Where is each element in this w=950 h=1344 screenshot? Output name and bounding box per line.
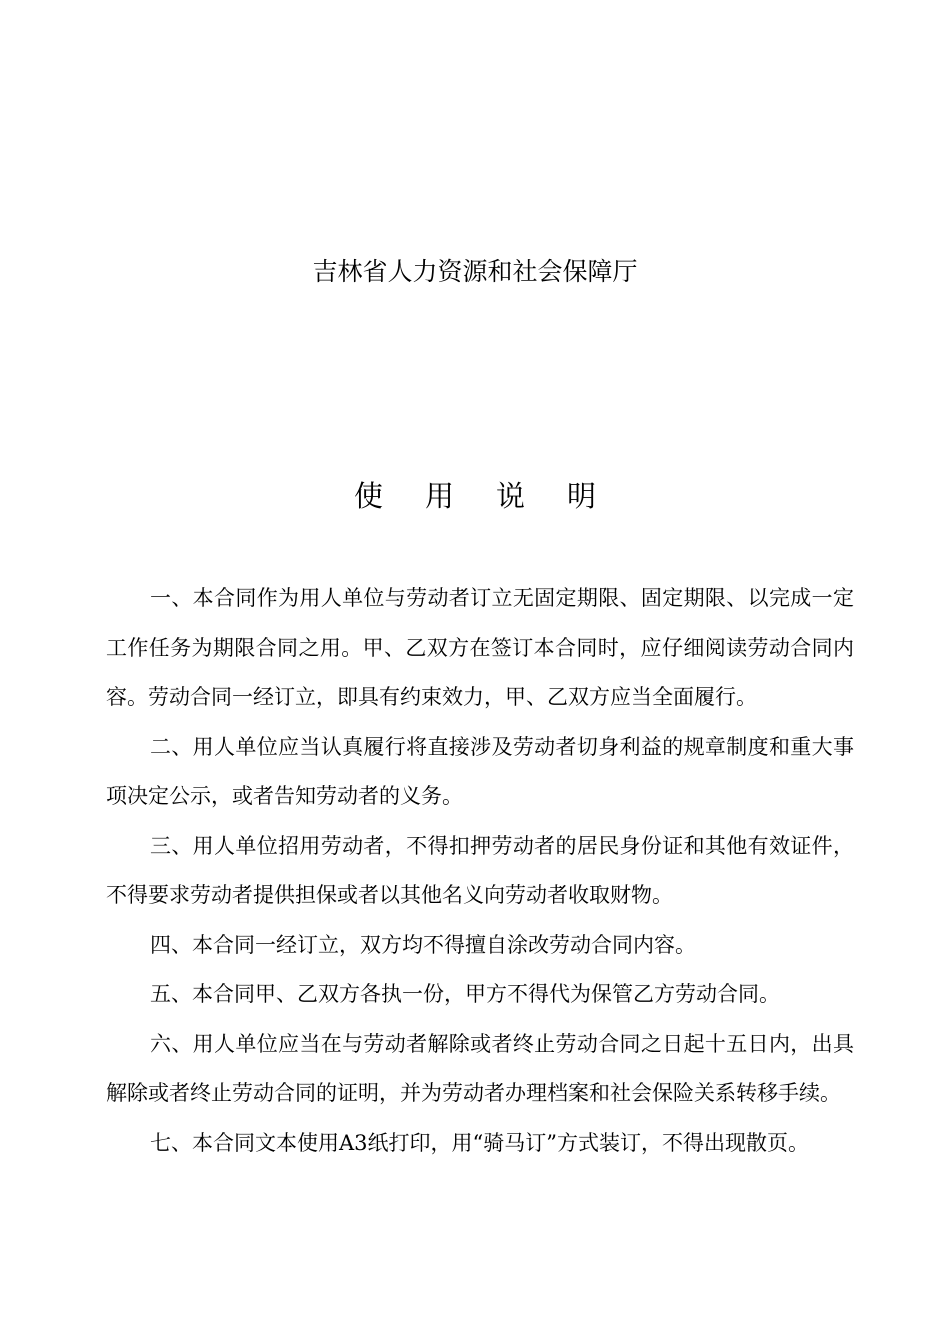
instruction-paragraph-1: 一、本合同作为用人单位与劳动者订立无固定期限、固定期限、以完成一定工作任务为期限合同之用。甲、乙双方在签订本合同时，应仔细阅读劳动合同内容。劳动合同一经订立，即具有约束效力，甲、乙双方应当全面履行。: [106, 586, 854, 709]
instructions-body: [106, 574, 854, 1168]
instruction-paragraph-4: 四、本合同一经订立，双方均不得擅自涂改劳动合同内容。: [150, 932, 696, 957]
title-char: 明: [567, 479, 597, 513]
instructions-title: [0, 474, 950, 518]
title-char: 使: [353, 479, 383, 513]
instruction-paragraph-7: 七、本合同文本使用A3纸打印，用“骑马订”方式装订，不得出现散页。: [150, 1130, 809, 1155]
instruction-paragraph-2: 二、用人单位应当认真履行将直接涉及劳动者切身利益的规章制度和重大事项决定公示，或者告知劳动者的义务。: [106, 734, 854, 808]
instruction-paragraph-6: 六、用人单位应当在与劳动者解除或者终止劳动合同之日起十五日内，出具解除或者终止劳动合同的证明，并为劳动者办理档案和社会保险关系转移手续。: [106, 1031, 854, 1105]
instruction-paragraph-5: 五、本合同甲、乙双方各执一份，甲方不得代为保管乙方劳动合同。: [150, 982, 780, 1006]
title-char: 用: [424, 479, 454, 513]
instruction-paragraph-3: 三、用人单位招用劳动者，不得扣押劳动者的居民身份证和其他有效证件，不得要求劳动者提供担保或者以其他名义向劳动者收取财物。: [106, 833, 854, 907]
title-char: 说: [496, 479, 526, 513]
issuing-authority-name: 吉林省人力资源和社会保障厅: [312, 257, 638, 286]
